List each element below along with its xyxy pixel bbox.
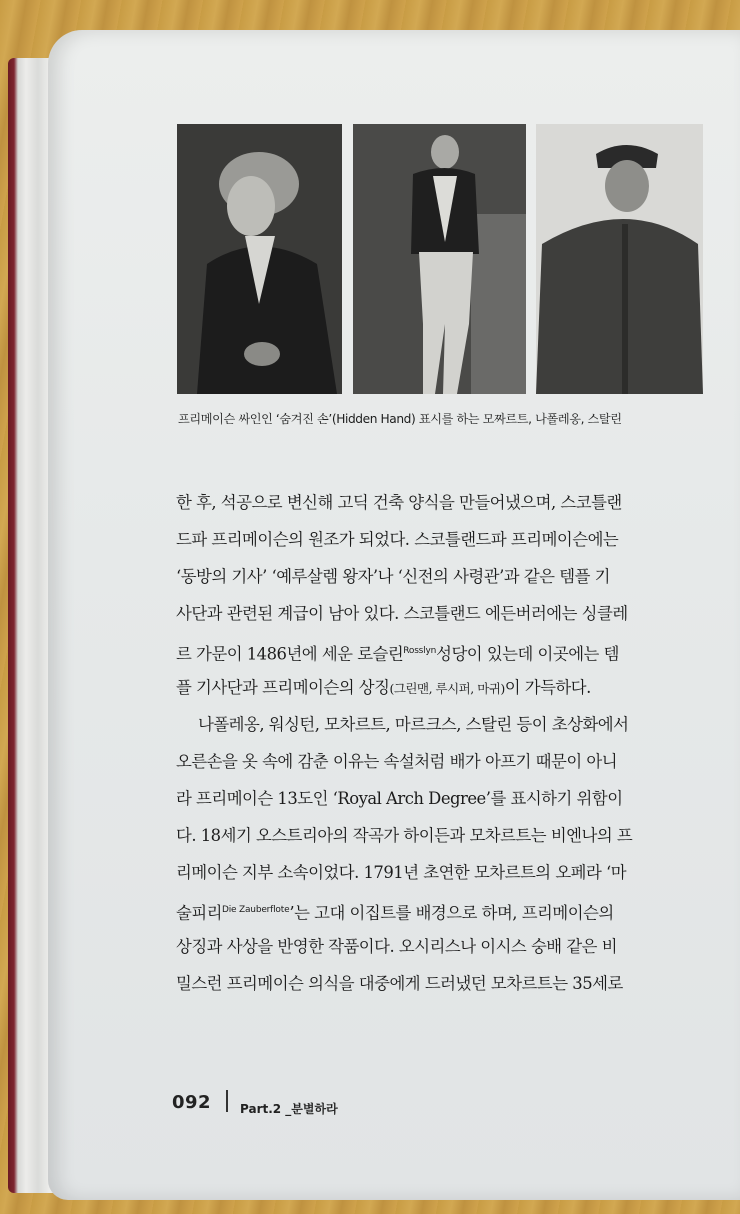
text-span: 이 가득하다. [504, 678, 591, 697]
text-line: 리메이슨 지부 소속이었다. 1791년 초연한 모차르트의 오페라 ‘마 [176, 863, 627, 882]
footer-divider [226, 1090, 228, 1112]
text-span: ’는 고대 이집트를 배경으로 하며, 프리메이슨의 [289, 903, 614, 923]
text-line [176, 893, 702, 927]
text-span: 성당이 있는데 이곳에는 템 [436, 644, 619, 664]
text-line: 오른손을 옷 속에 감춘 이유는 속설처럼 배가 아프기 때문이 아니 [176, 752, 618, 771]
text-line: 다. 18세기 오스트리아의 작곡가 하이든과 모차르트는 비엔나의 프 [176, 826, 633, 845]
napoleon-portrait [353, 124, 526, 394]
text-line: 나폴레옹, 워싱턴, 모차르트, 마르크스, 스탈린 등이 초상화에서 [198, 715, 629, 734]
text-line [176, 634, 702, 668]
text-span: 르 가문이 1486년에 세운 로슬린 [176, 644, 404, 664]
part-label: Part.2 _분별하라 [240, 1102, 338, 1116]
photo-caption: 프리메이슨 싸인인 ‘숨겨진 손’(Hidden Hand) 표시를 하는 모짜르트, 나폴레옹, 스탈린 [178, 412, 622, 426]
portrait-photos [177, 124, 703, 394]
parenthetical-note: (그린맨, 루시퍼, 마귀) [389, 681, 505, 696]
superscript-zauberflote: Die Zauberflote [222, 905, 290, 915]
text-span: 플 기사단과 프리메이슨의 상징 [176, 678, 390, 697]
superscript-rosslyn: Rosslyn [403, 646, 437, 656]
text-line: 상징과 사상을 반영한 작품이다. 오시리스나 이시스 숭배 같은 비 [176, 937, 618, 956]
text-line: 라 프리메이슨 13도인 ‘Royal Arch Degree’를 표시하기 위함이 [176, 789, 623, 808]
text-line: 사단과 관련된 계급이 남아 있다. 스코틀랜드 에든버러에는 싱클레 [176, 604, 628, 623]
text-line: 한 후, 석공으로 변신해 고딕 건축 양식을 만들어냈으며, 스코틀랜 [176, 493, 622, 512]
text-line: ‘동방의 기사’ ‘예루살렘 왕자’나 ‘신전의 사령관’과 같은 템플 기 [176, 567, 610, 586]
page-number: 092 [172, 1092, 212, 1113]
stalin-portrait [536, 124, 703, 394]
text-span: 술피리 [176, 903, 222, 923]
text-line: 밀스런 프리메이슨 의식을 대중에게 드러냈던 모차르트는 35세로 [176, 974, 623, 993]
mozart-portrait [177, 124, 342, 394]
text-line: 드파 프리메이슨의 원조가 되었다. 스코틀랜드파 프리메이슨에는 [176, 530, 619, 549]
text-line [176, 671, 702, 705]
